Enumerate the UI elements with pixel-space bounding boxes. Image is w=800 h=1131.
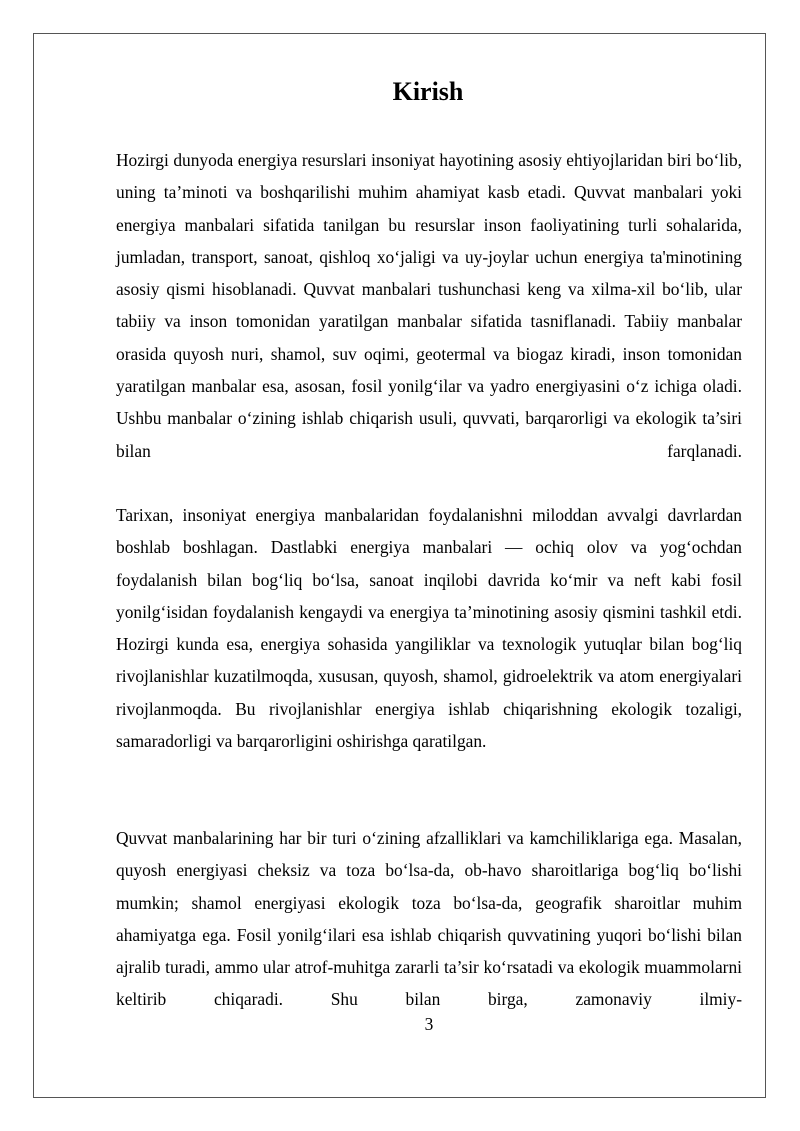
paragraph-2: Tarixan, insoniyat energiya manbalaridan foydalanishni miloddan avvalgi davrlardan boshlab boshlagan. Dastlabki energiya manbalari — ochiq olov va yog‘ochdan foydalanish bilan bog‘liq bo‘lsa, sanoat inqilobi davrida ko‘mir va neft kabi fosil yonilg‘isidan foydalanish kengaydi va energiya ta’minotining asosiy qismini tashkil etdi. Hozirgi kunda esa, energiya sohasida yangiliklar va texnologik yutuqlar bilan bog‘liq rivojlanishlar kuzatilmoqda, xususan, quyosh, shamol, gidroelektrik va atom energiyalari rivojlanmoqda. Bu rivojlanishlar energiya ishlab chiqarishning ekologik tozaligi, samaradorligi va barqarorligini oshirishga qaratilgan.	[116, 505, 742, 752]
page-title: Kirish	[392, 77, 464, 106]
paragraph-3: Quvvat manbalarining har bir turi o‘zining afzalliklari va kamchiliklariga ega. Masalan, quyosh energiyasi cheksiz va toza bo‘lsa-da, ob-havo sharoitlariga bog‘liq bo‘lishi mumkin; shamol energiyasi ekologik toza bo‘lsa-da, geografik sharoitlar muhim ahamiyatga ega. Fosil yonilg‘ilari esa ishlab chiqarish quvvatining yuqori bo‘lishi bilan ajralib turadi, ammo ular atrof-muhitga zararli ta’sir ko‘rsatadi va ekologik muammolarni keltirib chiqaradi. Shu bilan birga, zamonaviy ilmiy-	[116, 828, 742, 1010]
paragraph-1: Hozirgi dunyoda energiya resurslari insoniyat hayotining asosiy ehtiyojlaridan biri bo‘lib, uning ta’minoti va boshqarilishi muhim ahamiyat kasb etadi. Quvvat manbalari yoki energiya manbalari sifatida tanilgan bu resurslar inson faoliyatining turli sohalarida, jumladan, transport, sanoat, qishloq xo‘jaligi va uy-joylar uchun energiya ta'minotining asosiy qismi hisoblanadi. Quvvat manbalari tushunchasi keng va xilma-xil bo‘lib, ular tabiiy va inson tomonidan yaratilgan manbalar sifatida tasniflanadi. Tabiiy manbalar orasida quyosh nuri, shamol, suv oqimi, geotermal va biogaz kiradi, inson tomonidan yaratilgan manbalar esa, asosan, fosil yonilg‘ilar va yadro energiyasini o‘z ichiga oladi. Ushbu manbalar o‘zining ishlab chiqarish usuli, quvvati, barqarorligi va ekologik ta’siri bilan farqlanadi.	[116, 150, 742, 461]
page-number: 3	[424, 1014, 434, 1034]
